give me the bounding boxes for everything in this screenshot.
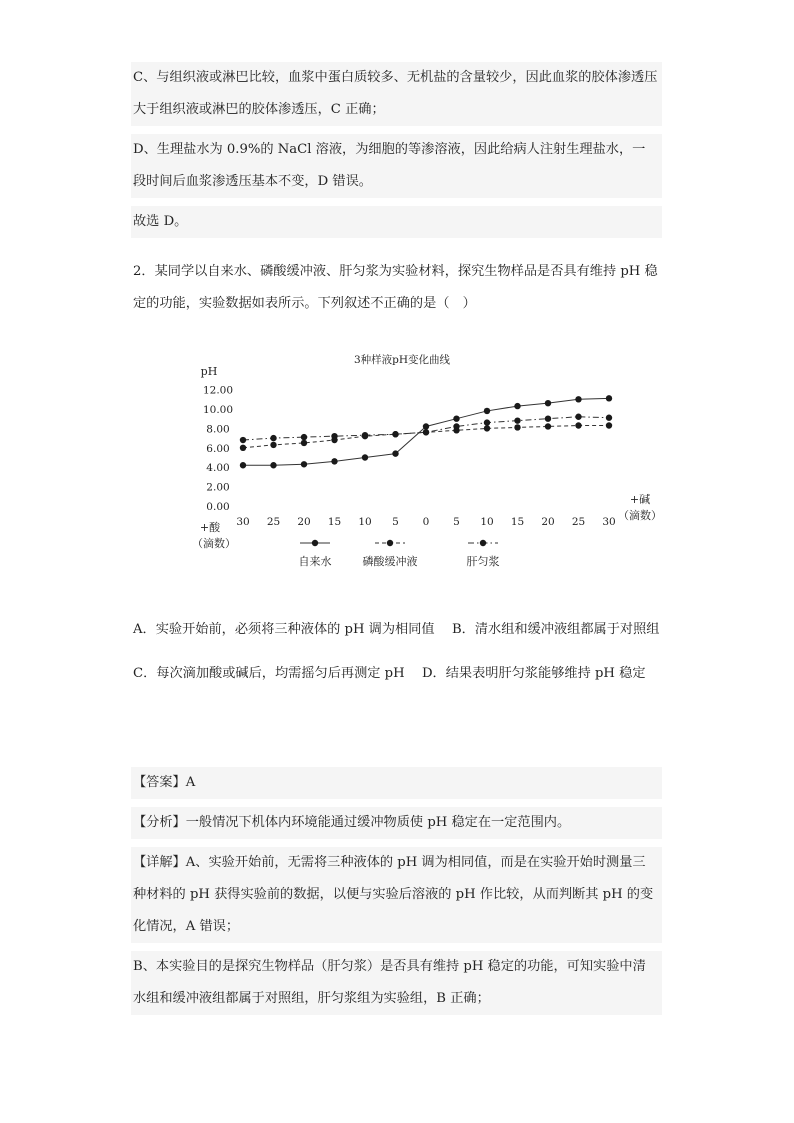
series-3-point <box>301 434 307 440</box>
y-tick-label: 2.00 <box>206 481 230 494</box>
x-tick-label: 15 <box>327 516 342 528</box>
series-3-point <box>331 433 337 439</box>
series-1-point <box>484 408 490 414</box>
option-cd: C．每次滴加酸或碱后，均需摇匀后再测定 pH D．结果表明肝匀浆能够维持 pH 稳定 <box>133 666 646 681</box>
series-1-point <box>331 458 337 464</box>
detail-b: B、本实验目的是探究生物样品（肝匀浆）是否具有维持 pH 稳定的功能，可知实验中清水组和缓冲液组都属于对照组，肝匀浆组为实验组，B 正确； <box>133 959 646 1006</box>
legend-label: 肝匀浆 <box>466 555 500 568</box>
series-2-point <box>240 445 246 451</box>
x-tick-label: 5 <box>392 516 399 528</box>
y-axis-label: pH <box>200 365 218 378</box>
series-2-point <box>575 422 581 428</box>
y-tick-label: 0.00 <box>206 501 230 513</box>
x-tick-label: 10 <box>358 516 372 528</box>
series-2-point <box>270 442 276 448</box>
paragraph-conclusion: 故选 D。 <box>133 214 188 229</box>
paragraph-c: C、与组织液或淋巴比较，血浆中蛋白质较多、无机盐的含量较少，因此血浆的胶体渗透压大于组织液或淋巴的胶体渗透压，C 正确； <box>133 70 658 117</box>
ph-line-chart <box>190 345 680 585</box>
series-1-point <box>270 462 276 468</box>
x-tick-label: 15 <box>510 516 525 528</box>
x-tick-label: 20 <box>297 516 311 528</box>
question-block <box>131 256 662 320</box>
series-3-point <box>453 423 459 429</box>
paragraph-d: D、生理盐水为 0.9%的 NaCl 溶液，为细胞的等渗溶液，因此给病人注射生理盐水，一段时间后血浆渗透压基本不变，D 错误。 <box>133 142 646 189</box>
series-1-point <box>423 423 429 429</box>
series-2-point <box>301 440 307 446</box>
series-3-point <box>545 416 551 422</box>
legend-marker <box>387 540 393 546</box>
x-tick-label: 10 <box>480 516 494 528</box>
series-1-point <box>545 400 551 406</box>
y-tick-label: 10.00 <box>202 404 234 416</box>
series-1-point <box>240 462 246 468</box>
series-2-point <box>484 425 490 431</box>
series-1-point <box>606 395 612 401</box>
legend-label: 磷酸缓冲液 <box>362 555 418 568</box>
x-tick-label: 20 <box>541 516 555 528</box>
series-3-point <box>575 414 581 420</box>
series-1-point <box>301 461 307 467</box>
y-tick-label: 4.00 <box>206 462 230 475</box>
legend-marker <box>480 540 486 546</box>
x-left-label-2: （滴数） <box>192 537 236 550</box>
question-text: 2．某同学以自来水、磷酸缓冲液、肝匀浆为实验材料，探究生物样品是否具有维持 pH 稳定的功能，实验数据如表所示。下列叙述不正确的是（ ） <box>133 264 658 311</box>
explanation-block-top <box>131 62 662 238</box>
series-3-point <box>484 419 490 425</box>
series-3-point <box>240 437 246 443</box>
options-block <box>131 614 662 690</box>
x-tick-label: 25 <box>266 516 281 528</box>
y-tick-label: 12.00 <box>202 384 234 397</box>
y-tick-label: 6.00 <box>206 442 230 455</box>
x-tick-label: 5 <box>453 516 460 528</box>
x-tick-label: 30 <box>602 516 616 528</box>
series-3-point <box>423 429 429 435</box>
series-3-point <box>362 432 368 438</box>
legend-marker <box>312 540 318 546</box>
series-3-point <box>392 431 398 437</box>
answer-block <box>131 767 662 1015</box>
analysis-line: 【分析】一般情况下机体内环境能通过缓冲物质使 pH 稳定在一定范围内。 <box>133 815 571 830</box>
series-3-point <box>270 435 276 441</box>
answer-line: 【答案】A <box>133 775 196 790</box>
series-2-point <box>606 422 612 428</box>
chart-title: 3种样液pH变化曲线 <box>353 354 451 366</box>
y-tick-label: 8.00 <box>206 423 230 436</box>
series-2-point <box>514 424 520 430</box>
x-left-label-1: +酸 <box>199 521 221 534</box>
series-1-point <box>453 416 459 422</box>
x-right-label-2: （滴数） <box>618 509 662 522</box>
legend-label: 自来水 <box>298 555 332 568</box>
series-1-point <box>392 450 398 456</box>
series-3-point <box>514 417 520 423</box>
series-1-point <box>575 396 581 402</box>
option-ab: A．实验开始前，必须将三种液体的 pH 调为相同值 B．清水组和缓冲液组都属于对照组 <box>133 622 660 637</box>
series-3-point <box>606 415 612 421</box>
x-tick-label: 30 <box>236 516 250 528</box>
x-tick-label: 0 <box>422 516 430 528</box>
x-tick-label: 25 <box>571 516 586 528</box>
series-2-point <box>545 423 551 429</box>
series-1-point <box>362 454 368 460</box>
detail-a: 【详解】A、实验开始前，无需将三种液体的 pH 调为相同值，而是在实验开始时测量三种材料的 pH 获得实验前的数据，以便与实验后溶液的 pH 作比较，从而判断其 pH 的变化情况，A 错误； <box>133 855 654 934</box>
series-1-point <box>514 403 520 409</box>
x-right-label-1: +碱 <box>629 493 651 506</box>
